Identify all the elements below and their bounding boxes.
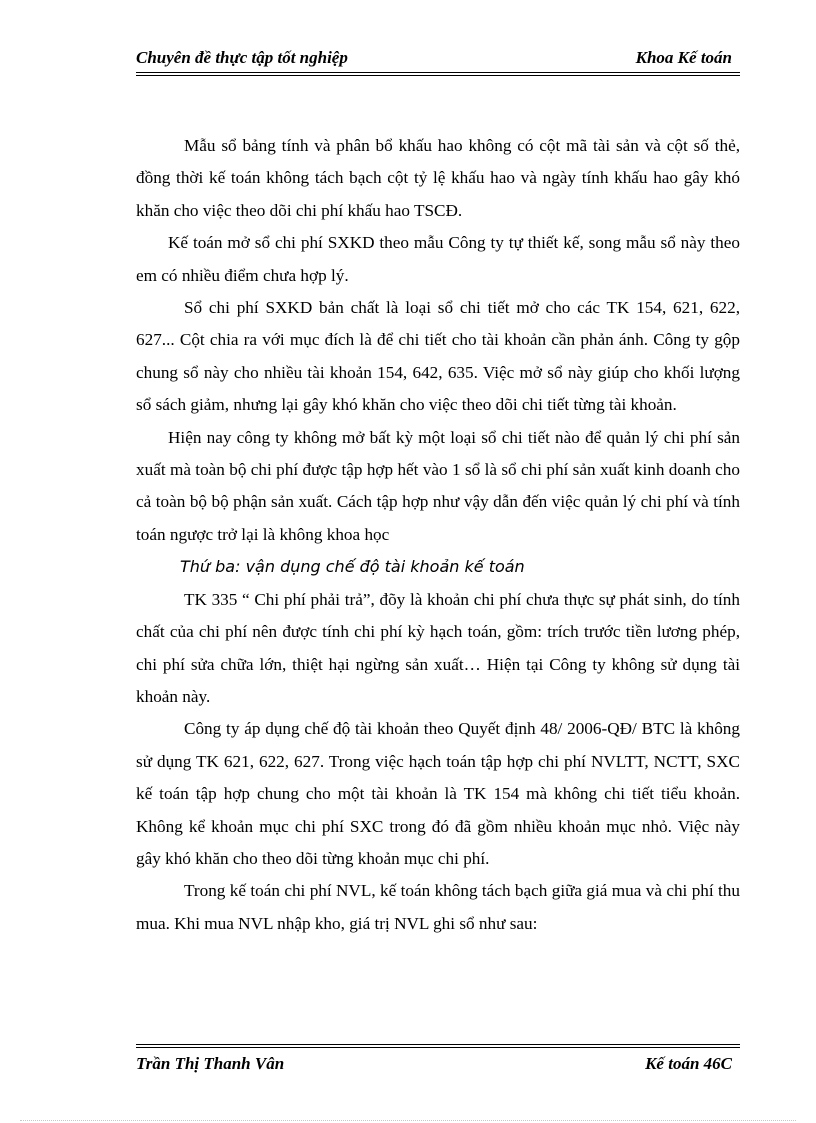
paragraph-current-status: Hiện nay công ty không mở bất kỳ một loại sổ chi tiết nào để quản lý chi phí sản xuất mà toàn bộ chi phí được tập hợp hết vào 1 sổ là sổ chi phí sản xuất kinh doanh cho cả toàn bộ bộ phận sản xuất. Cách tập hợp như vậy dẫn đến việc quản lý chi phí và tính toán ngược trở lại là không khoa học: [136, 427, 740, 544]
footer-divider: [136, 1047, 740, 1048]
paragraph-sxkd-book: Kế toán mở sổ chi phí SXKD theo mẫu Công ty tự thiết kế, song mẫu sổ này theo em có nhiều điểm chưa hợp lý.: [136, 233, 740, 285]
footer-class: Kế toán 46C: [645, 1054, 732, 1073]
page-footer: [136, 1054, 740, 1074]
page-header: [136, 48, 740, 68]
paragraph-tk335: TK 335 “ Chi phí phải trả”, đõy là khoản chi phí chưa thực sự phát sinh, do tính chất của chi phí nên được tính chi phí kỳ hạch toán, gồm: trích trước tiền lương phép, chi phí sửa chữa lớn, thiệt hại ngừng sản xuất… Hiện tại Công ty không sử dụng tài khoản này.: [136, 589, 740, 706]
page-edge: [20, 1120, 796, 1121]
paragraph-regulation-48: Công ty áp dụng chế độ tài khoản theo Quyết định 48/ 2006-QĐ/ BTC là không sử dụng TK 621, 622, 627. Trong việc hạch toán tập hợp chi phí NVLTT, NCTT, SXC kế toán tập hợp chung cho một tài khoản là TK 154 mà không chi tiết tiểu khoản. Không kể khoản mục chi phí SXC trong đó đã gồm nhiều khoản mục nhỏ. Việc này gây khó khăn cho theo dõi từng khoản mục chi phí.: [136, 719, 740, 868]
document-body: [136, 130, 740, 940]
header-divider-thin: [136, 75, 740, 76]
header-title: Chuyên đề thực tập tốt nghiệp: [136, 48, 348, 67]
header-department: Khoa Kế toán: [635, 48, 732, 67]
section-heading: Thứ ba: vận dụng chế độ tài khoản kế toán: [180, 557, 525, 577]
paragraph-depreciation: Mẫu sổ bảng tính và phân bổ khấu hao không có cột mã tài sản và cột số thẻ, đồng thời kế toán không tách bạch cột tỷ lệ khấu hao và ngày tính khấu hao gây khó khăn cho việc theo dõi chi phí khấu hao TSCĐ.: [136, 136, 740, 220]
header-divider: [136, 72, 740, 73]
footer-divider-thin: [136, 1044, 740, 1045]
footer-author: Trần Thị Thanh Vân: [136, 1054, 285, 1073]
paragraph-material-cost: Trong kế toán chi phí NVL, kế toán không tách bạch giữa giá mua và chi phí thu mua. Khi mua NVL nhập kho, giá trị NVL ghi sổ như sau:: [136, 881, 740, 933]
paragraph-cost-detail: Sổ chi phí SXKD bản chất là loại sổ chi tiết mở cho các TK 154, 621, 622, 627... Cột chia ra với mục đích là để chi tiết cho tài khoản cần phản ánh. Công ty gộp chung sổ này cho nhiều tài khoản 154, 642, 635. Việc mở sổ này giúp cho khối lượng sổ sách giảm, nhưng lại gây khó khăn cho việc theo dõi chi tiết từng tài khoản.: [136, 298, 740, 415]
